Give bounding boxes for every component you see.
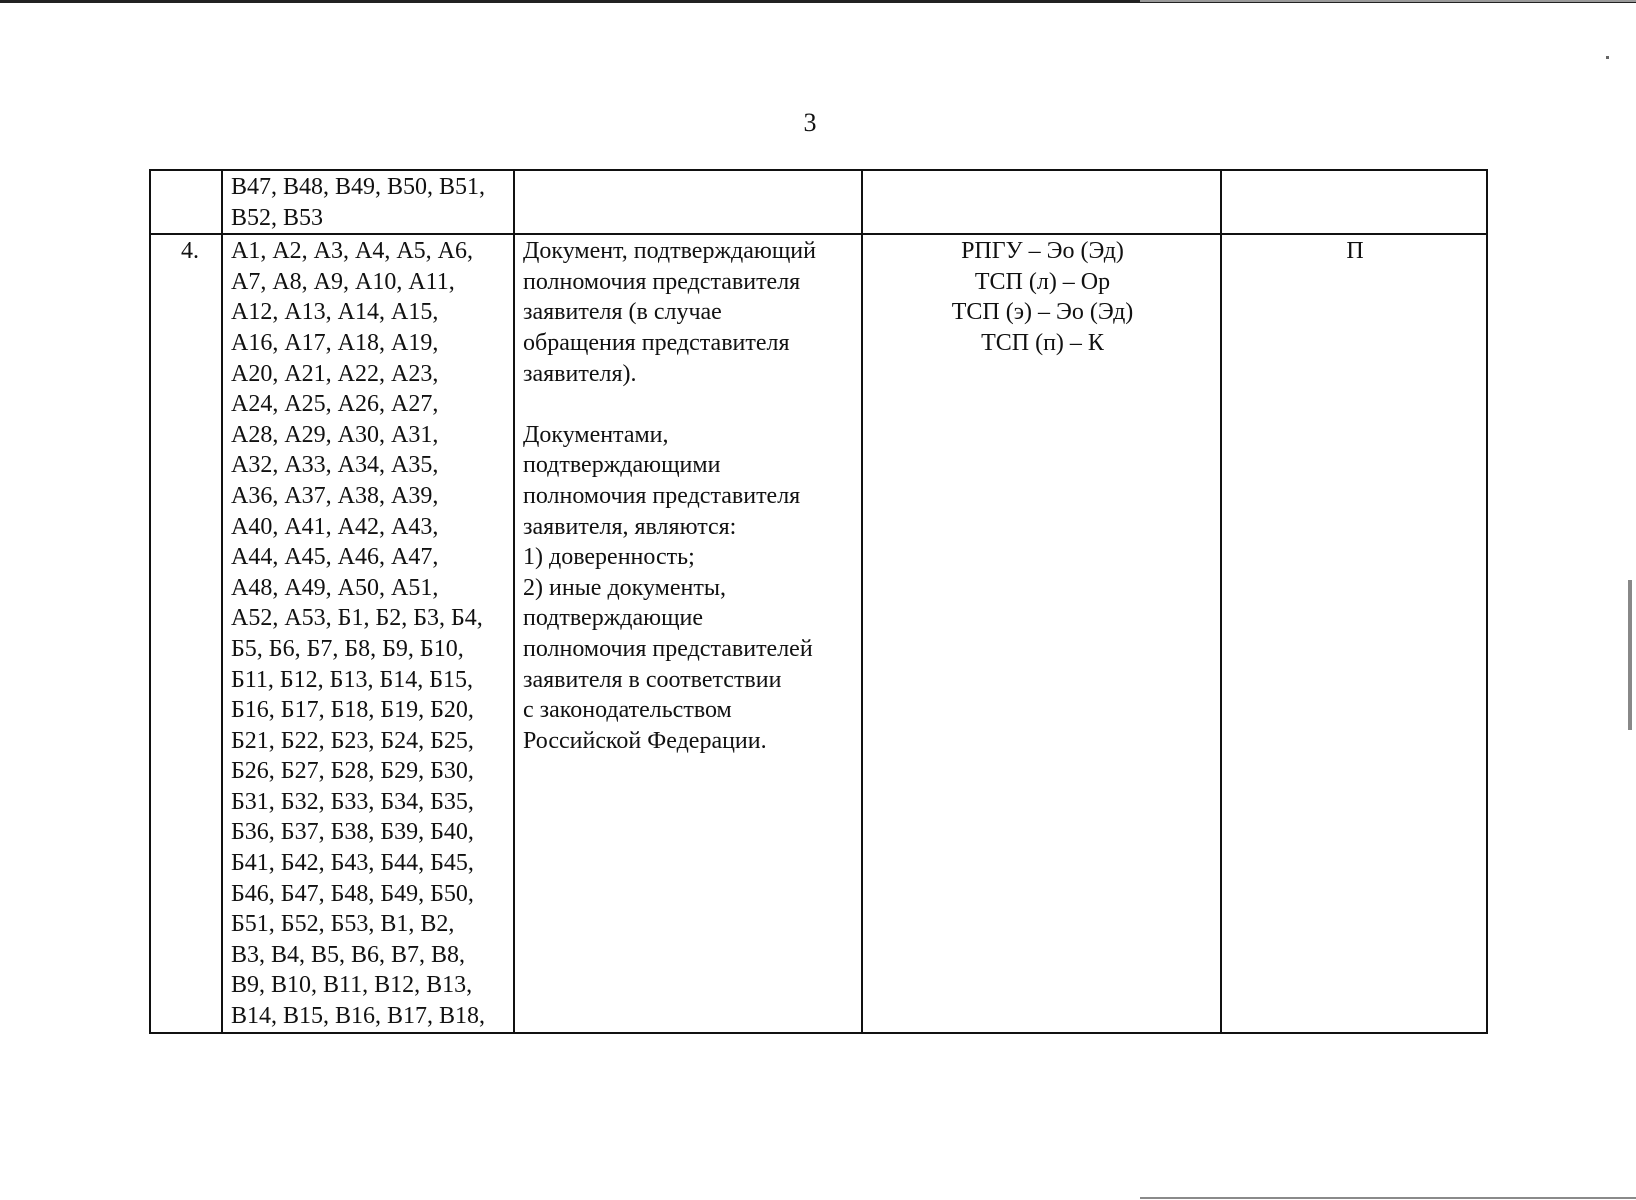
table-row-continued — [150, 170, 1487, 234]
cell-note-text: П — [1346, 238, 1364, 265]
cell-document — [514, 234, 862, 1033]
cell-note — [1221, 170, 1487, 234]
page-number: 3 — [803, 108, 817, 137]
cell-document-text: Документ, подтверждающий полномочия представителя заявителя (в случае обращения представителя заявителя). Документами, подтверждающими полномочия представителя заявителя, являются: 1) доверенность; 2) иные документы, подтверждающие полномочия представителей заявителя в соответствии с законодательством Российской Федерации. — [523, 238, 816, 754]
cell-applicant-codes-text: А1, А2, А3, А4, А5, А6, А7, А8, А9, А10, А11, А12, А13, А14, А15, А16, А17, А18, А19, А20, А21, А22, А23, А24, А25, А26, А27, А28, А29, А30, А31, А32, А33, А34, А35, А36, А37, А38, А39, А40, А41, А42, А43, А44, А45, А46, А47, А48, А49, А50, А51, А52, А53, Б1, Б2, Б3, Б4, Б5, Б6, Б7, Б8, Б9, Б10, Б11, Б12, Б13, Б14, Б15, Б16, Б17, Б18, Б19, Б20, Б21, Б22, Б23, Б24, Б25, Б26, Б27, Б28, Б29, Б30, Б31, Б32, Б33, Б34, Б35, Б36, Б37, Б38, Б39, Б40, Б41, Б42, Б43, Б44, Б45, Б46, Б47, Б48, Б49, Б50, Б51, Б52, Б53, В1, В2, В3, В4, В5, В6, В7, В8, В9, В10, В11, В12, В13, В14, В15, В16, В17, В18, — [231, 238, 486, 1030]
documents-table — [149, 169, 1488, 1034]
scan-top-edge-faint-line — [1140, 0, 1636, 2]
cell-applicant-codes — [222, 170, 514, 234]
cell-note-text — [1222, 171, 1486, 172]
cell-number — [150, 170, 222, 234]
cell-submission-method-text — [863, 171, 1220, 172]
cell-note — [1221, 234, 1487, 1033]
scan-bottom-edge-line — [1140, 1197, 1636, 1199]
cell-submission-method — [862, 234, 1221, 1033]
table-row-4 — [150, 234, 1487, 1033]
cell-submission-method — [862, 170, 1221, 234]
cell-number — [150, 234, 222, 1033]
cell-applicant-codes — [222, 234, 514, 1033]
cell-applicant-codes-text: В47, В48, В49, В50, В51, В52, В53 — [231, 174, 486, 231]
scan-right-edge-mark — [1628, 580, 1632, 730]
scan-speck — [1606, 56, 1609, 59]
cell-number-text — [151, 171, 221, 172]
cell-document — [514, 170, 862, 234]
cell-document-text — [515, 171, 861, 172]
cell-number-text: 4. — [181, 238, 199, 265]
cell-submission-method-text: РПГУ – Эо (Эд) ТСП (л) – Ор ТСП (э) – Эо (Эд) ТСП (п) – К — [951, 238, 1134, 356]
